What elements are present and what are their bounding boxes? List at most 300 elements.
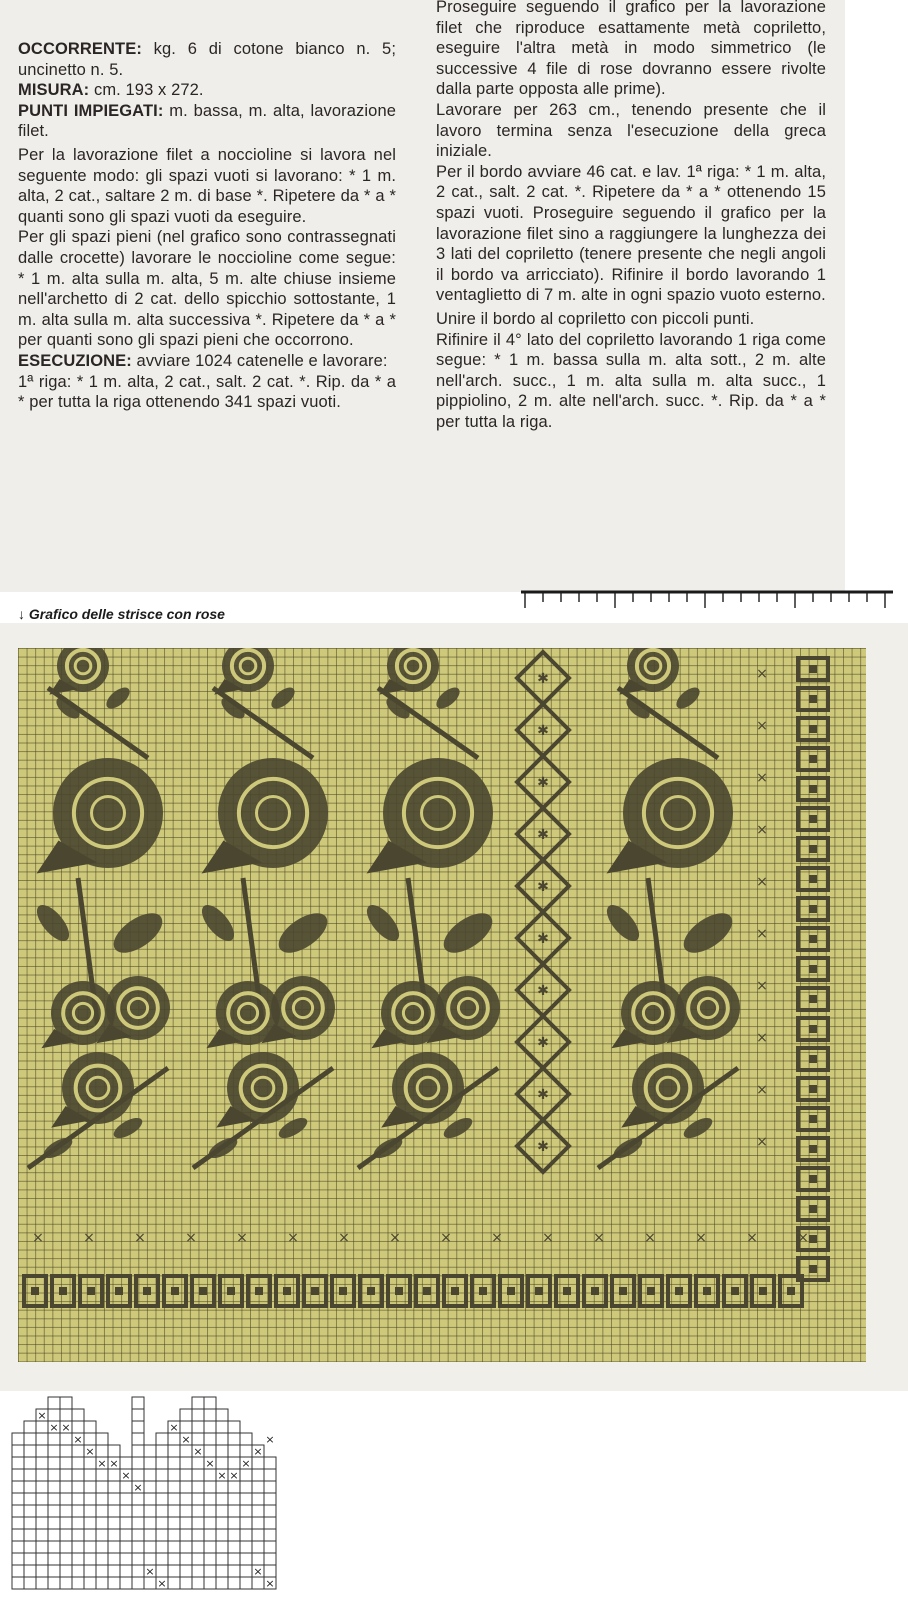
edge-grid-cell — [108, 1529, 120, 1541]
edge-grid-cell — [72, 1421, 84, 1433]
edge-grid-cell — [60, 1529, 72, 1541]
section-label: MISURA: — [18, 81, 90, 100]
edge-grid-cell — [264, 1469, 276, 1481]
edge-grid-cell — [12, 1481, 24, 1493]
paragraph-text: Per gli spazi pieni (nel grafico sono contrassegnati dalle crocette) lavorare le noccioline come segue: * 1 m. alta sulla m. alta, 5 m. alte chiuse insieme nell'archetto di 2 cat. dello spicchio sottostante, 1 m. alta sulla m. alta successiva *. Ripetere da * a * per quanti sono gli spazi pieni che occorrono. — [18, 228, 396, 350]
left-paragraph — [18, 351, 396, 372]
leaf-motif — [196, 900, 240, 947]
cross-motif: ✱ — [537, 723, 549, 739]
edge-grid-cell — [84, 1505, 96, 1517]
edge-grid-cell — [264, 1553, 276, 1565]
edge-grid-cell — [108, 1493, 120, 1505]
edge-grid-cell — [120, 1457, 132, 1469]
edge-grid-cell — [156, 1529, 168, 1541]
border-dot-motif — [31, 1287, 39, 1295]
edge-grid-cell — [12, 1529, 24, 1541]
cross-motif: ✱ — [537, 1087, 549, 1103]
edge-grid-cell — [252, 1493, 264, 1505]
edge-grid-cell — [60, 1493, 72, 1505]
edge-grid-cell — [72, 1553, 84, 1565]
edge-grid-cell — [168, 1553, 180, 1565]
border-dot-motif — [809, 665, 817, 673]
edge-grid-cell — [204, 1505, 216, 1517]
edge-grid-cell — [216, 1517, 228, 1529]
edge-grid-cell — [96, 1469, 108, 1481]
edge-grid-cell — [24, 1517, 36, 1529]
edge-grid-cell — [228, 1553, 240, 1565]
edge-grid-cell — [84, 1469, 96, 1481]
edge-cross-mark: × — [61, 1421, 71, 1434]
border-dot-motif — [759, 1287, 767, 1295]
edge-grid-cell — [36, 1469, 48, 1481]
paragraph-text: cm. 193 x 272. — [89, 81, 204, 100]
edge-grid-cell — [72, 1577, 84, 1589]
edge-grid-cell — [240, 1529, 252, 1541]
edge-grid-cell — [96, 1445, 108, 1457]
border-dot-motif — [703, 1287, 711, 1295]
border-dot-motif — [809, 845, 817, 853]
border-dot-motif — [809, 995, 817, 1003]
edge-grid-cell — [240, 1445, 252, 1457]
edge-grid-cell — [48, 1445, 60, 1457]
edge-grid-cell — [36, 1445, 48, 1457]
edge-grid-cell — [12, 1469, 24, 1481]
edge-grid-cell — [108, 1517, 120, 1529]
edge-grid-cell — [264, 1457, 276, 1469]
leaf-motif — [673, 684, 703, 713]
edge-grid-cell — [204, 1565, 216, 1577]
edge-grid-cell — [132, 1541, 144, 1553]
border-dot-motif — [809, 1175, 817, 1183]
left-paragraph — [18, 145, 396, 227]
edge-cross-mark: × — [121, 1469, 131, 1482]
edge-cross-mark: × — [241, 1457, 251, 1470]
edge-grid-cell — [12, 1457, 24, 1469]
cross-motif: ✱ — [537, 671, 549, 687]
edge-grid-cell — [24, 1433, 36, 1445]
border-dot-motif — [809, 695, 817, 703]
edge-grid-cell — [72, 1445, 84, 1457]
edge-grid-cell — [192, 1565, 204, 1577]
edge-grid-cell — [108, 1505, 120, 1517]
cross-motif: × — [134, 1230, 146, 1246]
edge-grid-cell — [60, 1397, 72, 1409]
edge-grid-cell — [156, 1517, 168, 1529]
cross-motif: × — [756, 1030, 768, 1046]
edge-grid-cell — [36, 1433, 48, 1445]
edge-grid-cell — [168, 1433, 180, 1445]
edge-grid-cell — [240, 1505, 252, 1517]
edge-grid-cell — [264, 1529, 276, 1541]
edge-grid-cell — [12, 1541, 24, 1553]
leaf-motif — [601, 900, 645, 947]
border-dot-motif — [395, 1287, 403, 1295]
edge-grid-cell — [84, 1553, 96, 1565]
edge-grid-cell — [240, 1541, 252, 1553]
cross-motif: × — [746, 1230, 758, 1246]
edge-grid-cell — [132, 1529, 144, 1541]
instructions-right — [436, 0, 826, 432]
edge-grid-cell — [96, 1553, 108, 1565]
edge-grid-cell — [120, 1577, 132, 1589]
border-dot-motif — [809, 875, 817, 883]
edge-grid-cell — [24, 1457, 36, 1469]
edge-grid-cell — [24, 1505, 36, 1517]
edge-grid-cell — [252, 1541, 264, 1553]
edge-grid-cell — [84, 1493, 96, 1505]
edge-grid-cell — [144, 1445, 156, 1457]
section-label: PUNTI IMPIEGATI: — [18, 101, 164, 120]
paragraph-text: Per il bordo avviare 46 cat. e lav. 1ª riga: * 1 m. alta, 2 cat., salt. 2 cat. *. Ripetere da * a * ottenendo 15 spazi vuoti. Proseguire seguendo il grafico per la lavorazione filet sino a raggiungere la lunghezza dei 3 lati del copriletto (tenere presente che negli angoli il bordo va arricciato). Rifinire il bordo lavorando 1 ventaglietto di 7 m. alte in ogni spazio vuoto esterno. — [436, 162, 826, 305]
edge-grid-cell — [204, 1469, 216, 1481]
edge-cross-mark: × — [49, 1421, 59, 1434]
edge-grid-cell — [216, 1457, 228, 1469]
edge-grid-cell — [180, 1469, 192, 1481]
edge-grid-cell — [204, 1541, 216, 1553]
cross-motif: × — [797, 1230, 809, 1246]
edge-grid-cell — [240, 1493, 252, 1505]
edge-grid-cell — [36, 1505, 48, 1517]
paragraph-text: m. bassa, m. alta, lavorazione filet. — [18, 101, 396, 141]
edge-grid-cell — [180, 1493, 192, 1505]
right-paragraph — [436, 162, 826, 306]
edge-grid-cell — [168, 1457, 180, 1469]
cross-motif: ✱ — [537, 879, 549, 895]
leaf-motif — [107, 905, 169, 960]
edge-cross-mark: × — [109, 1457, 119, 1470]
edge-grid-cell — [252, 1457, 264, 1469]
filet-rose-chart — [18, 648, 866, 1362]
edge-grid-cell — [168, 1517, 180, 1529]
edge-grid-cell — [60, 1469, 72, 1481]
edge-grid-cell — [216, 1541, 228, 1553]
edge-grid-cell — [96, 1529, 108, 1541]
edge-grid-cell — [132, 1493, 144, 1505]
edge-grid-cell — [24, 1565, 36, 1577]
edge-grid-cell — [216, 1421, 228, 1433]
border-dot-motif — [809, 935, 817, 943]
border-dot-motif — [809, 1025, 817, 1033]
edge-grid-cell — [204, 1577, 216, 1589]
edge-grid-cell — [120, 1517, 132, 1529]
border-dot-motif — [367, 1287, 375, 1295]
edge-grid-cell — [48, 1457, 60, 1469]
edge-grid-cell — [252, 1469, 264, 1481]
leaf-motif — [272, 905, 334, 960]
border-dot-motif — [809, 785, 817, 793]
edge-grid-cell — [132, 1397, 144, 1409]
large-rose-motif — [367, 758, 494, 874]
edge-grid-cell — [24, 1445, 36, 1457]
edge-grid-cell — [48, 1433, 60, 1445]
edge-grid-cell — [144, 1493, 156, 1505]
edge-grid-cell — [96, 1541, 108, 1553]
edge-grid-cell — [132, 1469, 144, 1481]
right-paragraph — [436, 330, 826, 433]
edge-grid-cell — [132, 1553, 144, 1565]
edge-grid-cell — [168, 1505, 180, 1517]
edge-grid-cell — [108, 1445, 120, 1457]
edge-grid-cell — [228, 1529, 240, 1541]
edge-grid-cell — [36, 1457, 48, 1469]
edge-grid-cell — [180, 1481, 192, 1493]
edge-grid-cell — [240, 1481, 252, 1493]
edge-grid-cell — [84, 1421, 96, 1433]
cross-motif: ✱ — [537, 931, 549, 947]
edge-grid-cell — [60, 1565, 72, 1577]
edge-grid-cell — [96, 1493, 108, 1505]
edge-grid-cell — [192, 1529, 204, 1541]
edge-grid-cell — [36, 1565, 48, 1577]
edge-grid-cell — [216, 1529, 228, 1541]
border-dot-motif — [479, 1287, 487, 1295]
edge-grid-cell — [192, 1505, 204, 1517]
cross-motif: × — [83, 1230, 95, 1246]
edge-grid-cell — [228, 1541, 240, 1553]
edge-grid-cell — [204, 1553, 216, 1565]
small-rose-motif — [214, 648, 274, 695]
edge-grid-cell — [156, 1541, 168, 1553]
border-dot-motif — [675, 1287, 683, 1295]
edge-grid-cell — [156, 1565, 168, 1577]
edge-grid-cell — [72, 1529, 84, 1541]
edge-grid-cell — [60, 1457, 72, 1469]
edge-grid-cell — [12, 1433, 24, 1445]
cross-motif: ✱ — [537, 983, 549, 999]
small-rose-motif — [379, 648, 439, 695]
border-dot-motif — [171, 1287, 179, 1295]
edge-grid-cell — [36, 1517, 48, 1529]
edge-grid-cell — [60, 1409, 72, 1421]
chart-caption: ↓ Grafico delle strisce con rose — [18, 606, 225, 622]
edge-grid-cell — [84, 1529, 96, 1541]
cross-motif: × — [756, 978, 768, 994]
small-rose-motif — [619, 648, 679, 695]
cross-motif: × — [32, 1230, 44, 1246]
cross-motif: × — [756, 822, 768, 838]
border-dot-motif — [731, 1287, 739, 1295]
edge-grid-cell — [228, 1577, 240, 1589]
edge-grid-cell — [60, 1553, 72, 1565]
edge-grid-cell — [12, 1505, 24, 1517]
border-dot-motif — [809, 725, 817, 733]
edge-grid-cell — [48, 1493, 60, 1505]
edge-grid-cell — [192, 1433, 204, 1445]
edge-grid-cell — [144, 1541, 156, 1553]
edge-grid-cell — [192, 1457, 204, 1469]
edge-grid-cell — [228, 1493, 240, 1505]
edge-grid-cell — [48, 1517, 60, 1529]
cross-motif: × — [756, 1082, 768, 1098]
edge-grid-cell — [168, 1445, 180, 1457]
edge-grid-cell — [144, 1481, 156, 1493]
edge-grid-cell — [72, 1409, 84, 1421]
right-paragraph — [436, 309, 826, 330]
edge-grid-cell — [24, 1481, 36, 1493]
edge-grid-cell — [228, 1565, 240, 1577]
edge-grid-cell — [192, 1553, 204, 1565]
edge-grid-cell — [264, 1565, 276, 1577]
border-edge-chart — [0, 1391, 294, 1600]
border-dot-motif — [199, 1287, 207, 1295]
border-dot-motif — [809, 1115, 817, 1123]
edge-grid-cell — [36, 1577, 48, 1589]
edge-grid-cell — [216, 1493, 228, 1505]
left-paragraph — [18, 372, 396, 413]
edge-grid-cell — [132, 1517, 144, 1529]
leaf-motif — [433, 684, 463, 713]
edge-grid-cell — [12, 1553, 24, 1565]
edge-cross-mark: × — [253, 1445, 263, 1458]
paragraph-text: avviare 1024 catenelle e lavorare: — [131, 351, 388, 370]
edge-grid-cell — [216, 1433, 228, 1445]
edge-grid-cell — [132, 1577, 144, 1589]
border-dot-motif — [591, 1287, 599, 1295]
edge-grid-cell — [36, 1541, 48, 1553]
edge-grid-cell — [156, 1505, 168, 1517]
edge-grid-cell — [12, 1445, 24, 1457]
paragraph-text: Lavorare per 263 cm., tenendo presente che il lavoro termina senza l'esecuzione della greca iniziale. — [436, 100, 826, 161]
cross-motif: × — [756, 718, 768, 734]
edge-grid-cell — [204, 1445, 216, 1457]
left-paragraph — [18, 101, 396, 142]
cross-motif: × — [756, 1134, 768, 1150]
left-paragraph — [18, 80, 396, 101]
border-dot-motif — [809, 1265, 817, 1273]
border-dot-motif — [507, 1287, 515, 1295]
edge-grid-cell — [228, 1505, 240, 1517]
cross-motif: × — [440, 1230, 452, 1246]
leaf-motif — [103, 684, 133, 713]
leaf-motif — [268, 684, 298, 713]
cross-motif: ✱ — [537, 1139, 549, 1155]
edge-grid-cell — [228, 1481, 240, 1493]
edge-grid-cell — [264, 1541, 276, 1553]
edge-grid-cell — [168, 1577, 180, 1589]
border-dot-motif — [115, 1287, 123, 1295]
edge-grid-cell — [96, 1517, 108, 1529]
edge-grid-cell — [60, 1433, 72, 1445]
section-label: OCCORRENTE: — [18, 40, 142, 58]
edge-grid-cell — [156, 1493, 168, 1505]
edge-grid-cell — [156, 1457, 168, 1469]
edge-grid-cell — [84, 1433, 96, 1445]
edge-grid-cell — [72, 1469, 84, 1481]
edge-grid-cell — [48, 1481, 60, 1493]
edge-cross-mark: × — [253, 1565, 263, 1578]
cross-motif: × — [756, 770, 768, 786]
edge-grid-cell — [132, 1505, 144, 1517]
edge-grid-cell — [240, 1517, 252, 1529]
edge-grid-cell — [204, 1433, 216, 1445]
edge-grid-cell — [60, 1541, 72, 1553]
medium-rose-motif — [216, 1052, 299, 1128]
edge-grid-cell — [240, 1433, 252, 1445]
edge-grid-cell — [180, 1445, 192, 1457]
border-dot-motif — [787, 1287, 795, 1295]
edge-grid-cell — [204, 1421, 216, 1433]
edge-grid-cell — [108, 1553, 120, 1565]
edge-grid-cell — [240, 1565, 252, 1577]
border-dot-motif — [451, 1287, 459, 1295]
edge-grid-cell — [180, 1529, 192, 1541]
edge-grid-cell — [228, 1445, 240, 1457]
border-dot-motif — [809, 1205, 817, 1213]
medium-rose-motif — [261, 976, 335, 1043]
edge-grid-cell — [156, 1481, 168, 1493]
edge-grid-cell — [108, 1565, 120, 1577]
edge-grid-cell — [84, 1457, 96, 1469]
border-dot-motif — [283, 1287, 291, 1295]
edge-cross-mark: × — [145, 1565, 155, 1578]
cross-motif: × — [491, 1230, 503, 1246]
border-dot-motif — [809, 755, 817, 763]
paragraph-text: Proseguire seguendo il grafico per la lavorazione filet che riproduce esattamente metà copriletto, eseguire l'altra metà in modo simmetrico (le successive 4 file di rose dovranno essere rivolte dalla parte opposta alle prime). — [436, 0, 826, 99]
leaf-motif — [437, 905, 499, 960]
edge-grid-cell — [156, 1433, 168, 1445]
edge-cross-mark: × — [229, 1469, 239, 1482]
leaf-motif — [677, 905, 739, 960]
border-dot-motif — [227, 1287, 235, 1295]
leaf-motif — [361, 900, 405, 947]
instructions-left — [18, 39, 396, 413]
edge-cross-mark: × — [181, 1433, 191, 1446]
edge-grid-cell — [144, 1505, 156, 1517]
cross-motif: × — [287, 1230, 299, 1246]
edge-grid-cell — [60, 1505, 72, 1517]
edge-grid-cell — [240, 1577, 252, 1589]
edge-grid-cell — [36, 1481, 48, 1493]
edge-grid-cell — [132, 1565, 144, 1577]
edge-grid-cell — [240, 1469, 252, 1481]
edge-grid-cell — [24, 1541, 36, 1553]
cross-motif: × — [695, 1230, 707, 1246]
border-dot-motif — [255, 1287, 263, 1295]
edge-grid-cell — [168, 1481, 180, 1493]
edge-grid-cell — [120, 1529, 132, 1541]
edge-cross-mark: × — [73, 1433, 83, 1446]
edge-cross-mark: × — [265, 1433, 275, 1446]
edge-grid-cell — [96, 1577, 108, 1589]
right-paragraph — [436, 100, 826, 162]
large-rose-motif — [202, 758, 329, 874]
edge-grid-cell — [84, 1481, 96, 1493]
edge-grid-cell — [216, 1565, 228, 1577]
edge-cross-mark: × — [193, 1445, 203, 1458]
edge-grid-cell — [180, 1553, 192, 1565]
paragraph-text: 1ª riga: * 1 m. alta, 2 cat., salt. 2 cat. *. Rip. da * a * per tutta la riga ottenendo 341 spazi vuoti. — [18, 372, 396, 412]
edge-grid-cell — [84, 1541, 96, 1553]
edge-grid-cell — [180, 1505, 192, 1517]
edge-grid-cell — [180, 1409, 192, 1421]
column-gutter — [405, 0, 418, 592]
edge-grid-cell — [216, 1505, 228, 1517]
edge-grid-cell — [120, 1553, 132, 1565]
edge-grid-cell — [72, 1541, 84, 1553]
edge-grid-cell — [84, 1565, 96, 1577]
cross-motif: × — [389, 1230, 401, 1246]
edge-grid-cell — [48, 1397, 60, 1409]
edge-grid-cell — [168, 1529, 180, 1541]
edge-grid-cell — [12, 1565, 24, 1577]
cross-motif: × — [644, 1230, 656, 1246]
border-dot-motif — [809, 1235, 817, 1243]
edge-grid-cell — [96, 1481, 108, 1493]
paragraph-text: Unire il bordo al copriletto con piccoli punti. — [436, 309, 755, 328]
edge-grid-cell — [36, 1529, 48, 1541]
edge-cross-mark: × — [265, 1577, 275, 1590]
edge-grid-cell — [48, 1505, 60, 1517]
